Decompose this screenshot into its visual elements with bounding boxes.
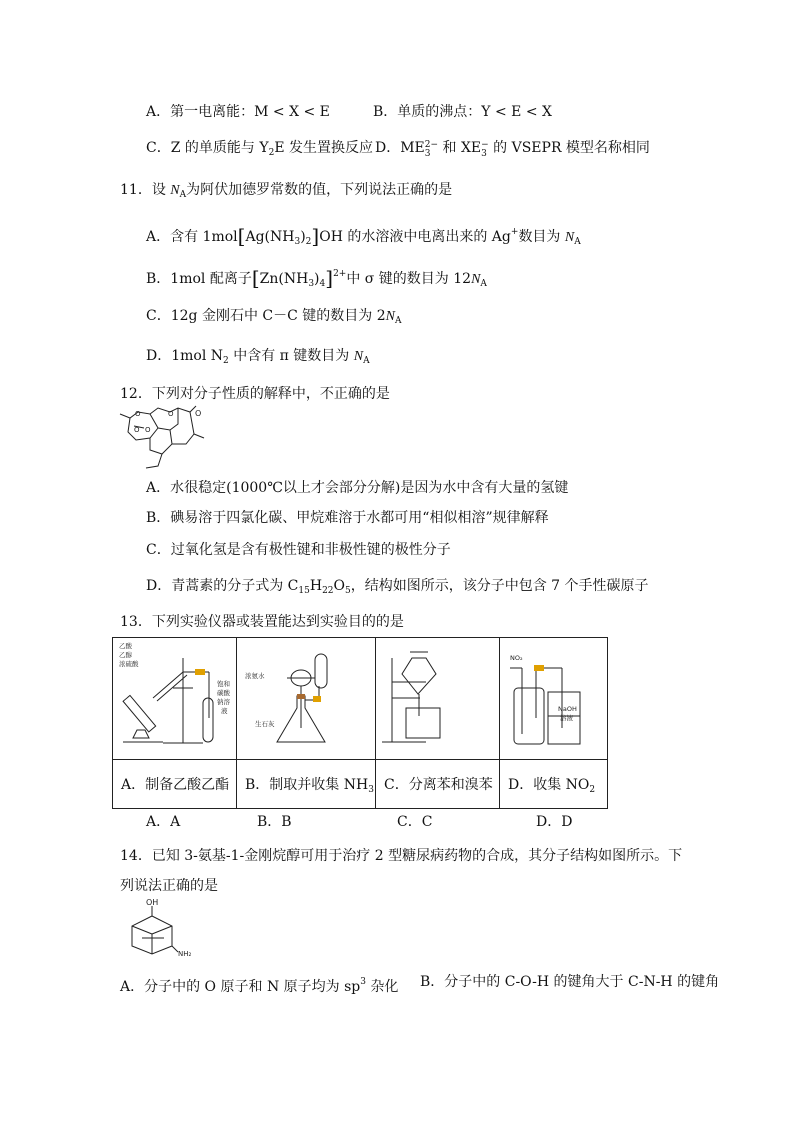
q11-option-d: D．1mol $N_2$ 中含有 π 键数目为 $N_A$ [146, 348, 370, 366]
q12-option-c: C．过氧化氢是含有极性键和非极性键的极性分子 [146, 542, 451, 558]
q13-answer-a: A．A [146, 814, 181, 830]
q11-option-b: B．1mol 配离子$[Zn(NH_3)_4]^{2+}$中 σ 键的数目为 $12N_A$ [146, 266, 487, 290]
label-rongye: 溶液 [560, 714, 573, 722]
apparatus-d-cell [500, 638, 608, 760]
label-baohe: 饱和 [217, 680, 230, 688]
label-yisuan: 乙酸 [119, 642, 132, 650]
svg-text:O: O [195, 409, 202, 418]
q14-stem-line2: 列说法正确的是 [120, 878, 218, 894]
q14-option-b: B．分子中的 C-O-H 的键角大于 C-N-H 的键角 [420, 974, 720, 990]
label-narong: 钠溶 [217, 698, 230, 706]
label-no2: NO₂ [510, 654, 523, 662]
label-nongliusuan: 浓硫酸 [119, 660, 139, 668]
separatory-funnel-image [376, 638, 499, 755]
q12-option-d: D．青蒿素的分子式为 $C_{15}H_{22}O_5$，结构如图所示，该分子中包含 7 个手性碳原子 [146, 578, 649, 596]
q14-option-a: A．分子中的 O 原子和 N 原子均为 $sp^3$ 杂化 [120, 977, 399, 995]
svg-text:O: O [134, 426, 140, 434]
q11-option-a: A．含有 $1mol[Ag(NH_3)_2]OH$ 的水溶液中电离出来的 Ag+数目为 $N_A$ [146, 224, 581, 248]
label-shengshihui: 生石灰 [255, 720, 275, 728]
label-yichun: 乙醇 [119, 651, 132, 659]
caption-d: D．收集 $NO_2$ [500, 760, 608, 809]
q12-stem: 12．下列对分子性质的解释中，不正确的是 [120, 386, 390, 402]
svg-text:O: O [145, 426, 151, 434]
apparatus-a-cell [113, 638, 237, 760]
q14-stem-line1: 14．已知 3-氨基-1-金刚烷醇可用于治疗 2 型糖尿病药物的合成，其分子结构如图所示。下 [120, 848, 683, 864]
q11-stem: 11．设 $N_A$为阿伏加德罗常数的值，下列说法正确的是 [120, 182, 453, 200]
label-nonganshui: 浓氨水 [245, 672, 265, 680]
q11-option-c: C．12g 金刚石中 C－C 键的数目为 $2N_A$ [146, 308, 402, 326]
q13-answer-b: B．B [257, 814, 292, 830]
caption-c: C．分离苯和溴苯 [376, 760, 500, 809]
ester-preparation-apparatus-image [113, 638, 236, 755]
q10-option-b: B．单质的沸点：Y < E < X [373, 104, 552, 120]
ammonia-apparatus-image [237, 638, 375, 755]
q13-answer-d: D．D [536, 814, 573, 830]
apparatus-c-cell [376, 638, 500, 760]
q10-option-d: D．ME 2− 3 和 XE − 3 的 VSEPR 模型名称相同 [375, 140, 650, 159]
label-naoh: NaOH [558, 705, 577, 713]
svg-text:O: O [135, 410, 141, 418]
label-oh: OH [146, 898, 159, 907]
label-tansuan: 碳酸 [217, 689, 230, 697]
q12-option-b: B．碘易溶于四氯化碳、甲烷难溶于水都可用“相似相溶”规律解释 [146, 510, 549, 526]
q10-option-c: C．Z 的单质能与 $Y_2E$ 发生置换反应 [146, 140, 373, 158]
q10-option-a: A．第一电离能：M < X < E [146, 104, 330, 120]
amino-adamantanol-structure-image [118, 896, 198, 960]
q12-option-a: A．水很稳定(1000℃以上才会部分分解)是因为水中含有大量的氢键 [146, 480, 569, 496]
q13-apparatus-table [112, 637, 608, 809]
q13-answer-c: C．C [397, 814, 433, 830]
svg-text:O: O [168, 410, 174, 418]
label-nh2: NH₂ [178, 950, 192, 958]
caption-a: A．制备乙酸乙酯 [113, 760, 237, 809]
apparatus-b-cell [237, 638, 376, 760]
caption-b: B．制取并收集 $NH_3$ [237, 760, 376, 809]
no2-collection-image [500, 638, 607, 755]
artemisinin-structure-image [116, 404, 216, 472]
q13-stem: 13．下列实验仪器或装置能达到实验目的的是 [120, 614, 404, 630]
label-ye: 液 [221, 707, 228, 715]
